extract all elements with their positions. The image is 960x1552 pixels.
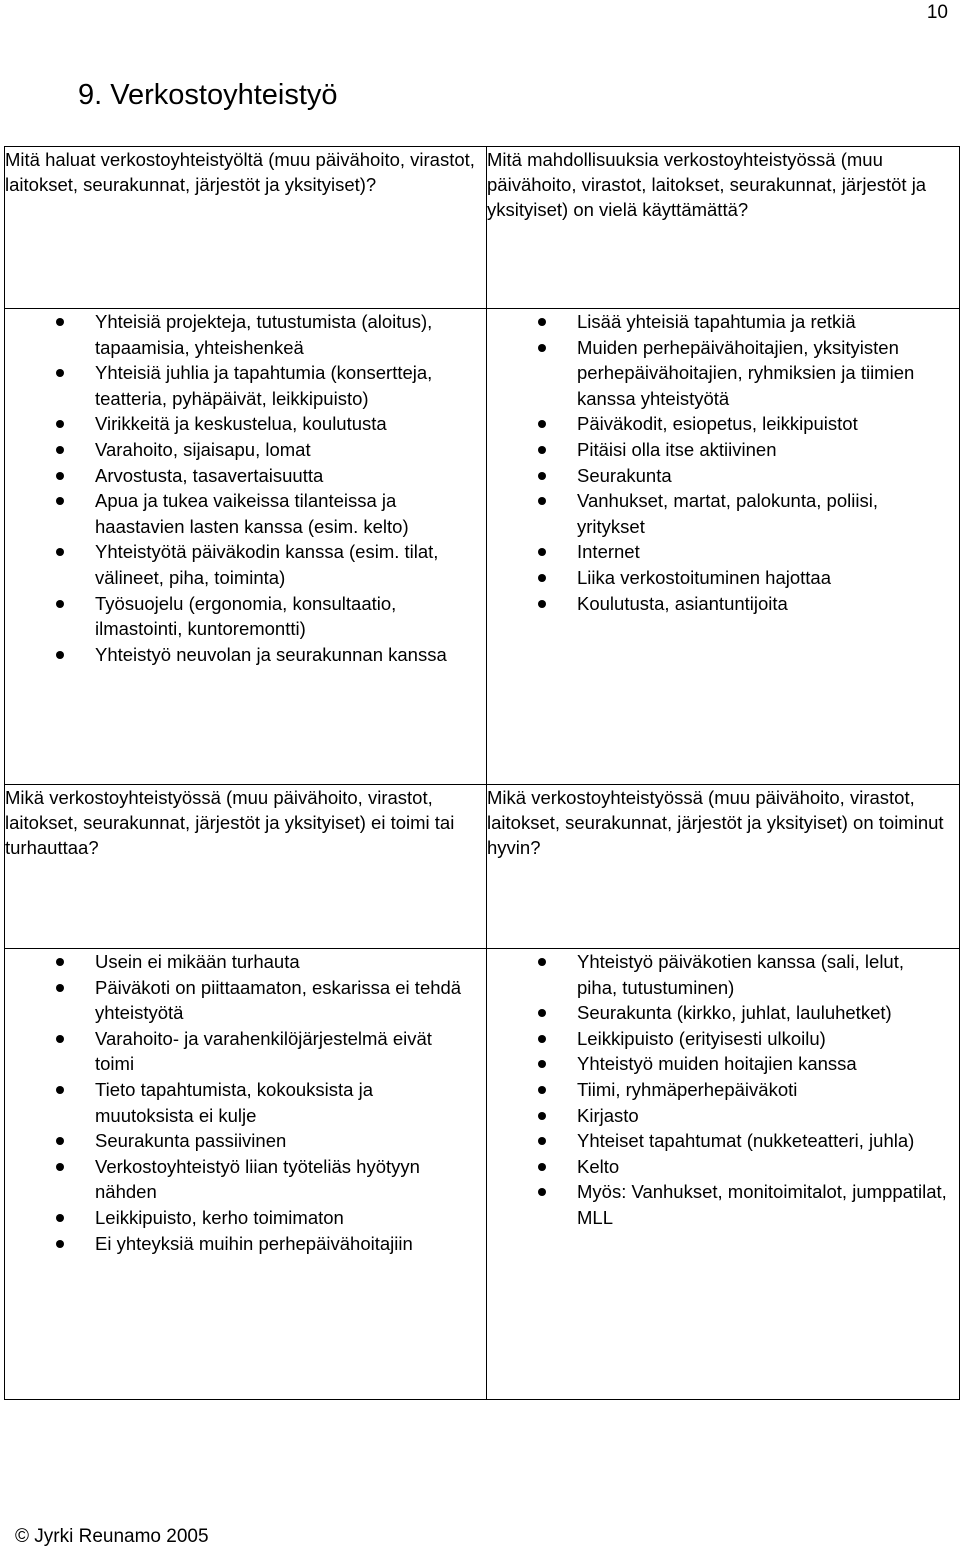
question-cell bbox=[487, 147, 960, 309]
question-wishes: Mitä haluat verkostoyhteistyöltä (muu päivähoito, virastot, laitokset, seurakunnat, järjestöt ja yksityiset)? bbox=[5, 149, 475, 195]
question-what-worked: Mikä verkostoyhteistyössä (muu päivähoito, virastot, laitokset, seurakunnat, järjestöt ja yksityiset) on toiminut hyvin? bbox=[487, 787, 944, 858]
list-item: Lisää yhteisiä tapahtumia ja retkiä bbox=[487, 309, 959, 335]
answers-worked-list bbox=[487, 949, 959, 1231]
question-cell bbox=[487, 785, 960, 949]
list-item: Kelto bbox=[487, 1154, 959, 1180]
question-frustrations: Mikä verkostoyhteistyössä (muu päivähoito, virastot, laitokset, seurakunnat, järjestöt ja yksityiset) ei toimi tai turhauttaa? bbox=[5, 787, 455, 858]
question-cell bbox=[5, 785, 487, 949]
list-item: Vanhukset, martat, palokunta, poliisi, yritykset bbox=[487, 488, 959, 539]
list-item: Seurakunta (kirkko, juhlat, lauluhetket) bbox=[487, 1000, 959, 1026]
list-item: Yhteisiä juhlia ja tapahtumia (konsertteja, teatteria, pyhäpäivät, leikkipuisto) bbox=[5, 360, 486, 411]
list-item: Apua ja tukea vaikeissa tilanteissa ja haastavien lasten kanssa (esim. kelto) bbox=[5, 488, 486, 539]
list-item: Yhteistyötä päiväkodin kanssa (esim. tilat, välineet, piha, toiminta) bbox=[5, 539, 486, 590]
list-item: Myös: Vanhukset, monitoimitalot, jumppatilat, MLL bbox=[487, 1179, 959, 1230]
table-row bbox=[5, 949, 960, 1400]
table-row bbox=[5, 147, 960, 309]
section-title: 9. Verkostoyhteistyö bbox=[78, 79, 338, 111]
list-item: Työsuojelu (ergonomia, konsultaatio, ilmastointi, kuntoremontti) bbox=[5, 591, 486, 642]
list-item: Varahoito, sijaisapu, lomat bbox=[5, 437, 486, 463]
list-item: Päiväkoti on piittaamaton, eskarissa ei tehdä yhteistyötä bbox=[5, 975, 486, 1026]
list-item: Usein ei mikään turhauta bbox=[5, 949, 486, 975]
list-item: Seurakunta passiivinen bbox=[5, 1128, 486, 1154]
list-item: Koulutusta, asiantuntijoita bbox=[487, 591, 959, 617]
list-item: Arvostusta, tasavertaisuutta bbox=[5, 463, 486, 489]
table-row bbox=[5, 785, 960, 949]
list-item: Internet bbox=[487, 539, 959, 565]
list-item: Tieto tapahtumista, kokouksista ja muutoksista ei kulje bbox=[5, 1077, 486, 1128]
copyright-footer: © Jyrki Reunamo 2005 bbox=[15, 1526, 209, 1547]
answers-frustrations-list bbox=[5, 949, 486, 1256]
list-item: Leikkipuisto, kerho toimimaton bbox=[5, 1205, 486, 1231]
table-row bbox=[5, 309, 960, 785]
list-item: Pitäisi olla itse aktiivinen bbox=[487, 437, 959, 463]
answer-cell bbox=[487, 309, 960, 785]
question-untapped-opportunities: Mitä mahdollisuuksia verkostoyhteistyössä (muu päivähoito, virastot, laitokset, seurakunnat, järjestöt ja yksityiset) on vielä käyttämättä? bbox=[487, 149, 927, 220]
list-item: Leikkipuisto (erityisesti ulkoilu) bbox=[487, 1026, 959, 1052]
list-item: Yhteisiä projekteja, tutustumista (aloitus), tapaamisia, yhteishenkeä bbox=[5, 309, 486, 360]
list-item: Varahoito- ja varahenkilöjärjestelmä eivät toimi bbox=[5, 1026, 486, 1077]
list-item: Muiden perhepäivähoitajien, yksityisten perhepäivähoitajien, ryhmiksien ja tiimien kanssa yhteistyötä bbox=[487, 335, 959, 412]
answer-cell bbox=[5, 309, 487, 785]
answer-cell bbox=[5, 949, 487, 1400]
page-number: 10 bbox=[926, 2, 948, 23]
list-item: Yhteiset tapahtumat (nukketeatteri, juhla) bbox=[487, 1128, 959, 1154]
list-item: Yhteistyö muiden hoitajien kanssa bbox=[487, 1051, 959, 1077]
list-item: Päiväkodit, esiopetus, leikkipuistot bbox=[487, 411, 959, 437]
list-item: Seurakunta bbox=[487, 463, 959, 489]
list-item: Yhteistyö päiväkotien kanssa (sali, lelut, piha, tutustuminen) bbox=[487, 949, 959, 1000]
answer-cell bbox=[487, 949, 960, 1400]
list-item: Verkostoyhteistyö liian työteliäs hyötyyn nähden bbox=[5, 1154, 486, 1205]
list-item: Liika verkostoituminen hajottaa bbox=[487, 565, 959, 591]
list-item: Tiimi, ryhmäperhepäiväkoti bbox=[487, 1077, 959, 1103]
list-item: Ei yhteyksiä muihin perhepäivähoitajiin bbox=[5, 1231, 486, 1257]
question-cell bbox=[5, 147, 487, 309]
answers-untapped-list bbox=[487, 309, 959, 616]
list-item: Yhteistyö neuvolan ja seurakunnan kanssa bbox=[5, 642, 486, 668]
answers-wishes-list bbox=[5, 309, 486, 667]
list-item: Kirjasto bbox=[487, 1103, 959, 1129]
list-item: Virikkeitä ja keskustelua, koulutusta bbox=[5, 411, 486, 437]
survey-table bbox=[4, 146, 960, 1400]
